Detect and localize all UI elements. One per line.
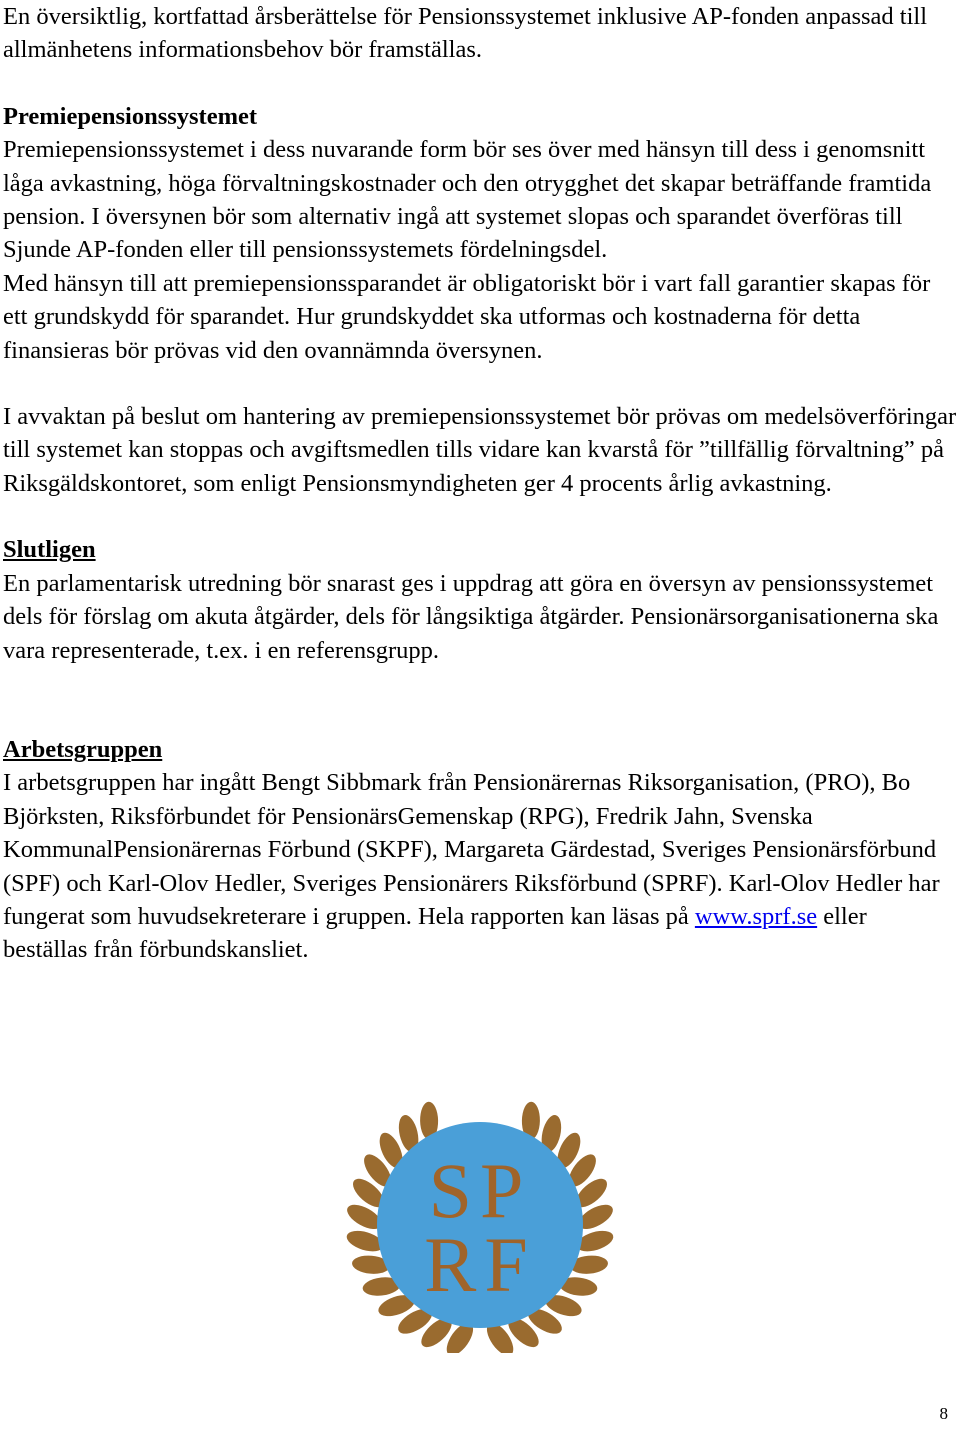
page-number: 8 bbox=[939, 1404, 948, 1423]
premie-paragraph-1: Premiepensionssystemet i dess nuvarande form bör ses över med hänsyn till dess i genomsnitt låga avkastning, höga förvaltningskostnader och den otrygghet det skapar beträffande framtida pension. I översynen bör som alternativ ingå att systemet slopas och sparandet överföras till Sjunde AP-fonden eller till pensionssystemets fördelningsdel. bbox=[3, 136, 932, 264]
spacer bbox=[3, 667, 957, 733]
sprf-website-link[interactable]: www.sprf.se bbox=[694, 902, 818, 930]
document-page bbox=[3, 0, 957, 967]
sprf-logo-graphic bbox=[334, 1095, 626, 1353]
slutligen-heading: Slutligen bbox=[3, 536, 96, 564]
spacer bbox=[3, 367, 957, 400]
logo-letters-bottom: RF bbox=[424, 1221, 536, 1308]
premie-paragraph-3: I avvaktan på beslut om hantering av premiepensionssystemet bör prövas om medelsöverföringar till systemet kan stoppas och avgiftsmedlen tills vidare kan kvarstå för ”tillfällig förvaltning” på Riksgäldskontoret, som enligt Pensionsmyndigheten ger 4 procents årlig avkastning. bbox=[3, 403, 957, 497]
spacer bbox=[3, 67, 957, 100]
slutligen-paragraph: En parlamentarisk utredning bör snarast ges i uppdrag att göra en översyn av pensionssystemet dels för förslag om akuta åtgärder, dels för långsiktiga åtgärder. Pensionärsorganisationerna ska vara representerade, t.ex. i en referensgrupp. bbox=[3, 569, 939, 664]
spacer bbox=[3, 500, 957, 533]
arbetsgruppen-heading: Arbetsgruppen bbox=[3, 735, 163, 763]
premie-paragraph-2: Med hänsyn till att premiepensionssparandet är obligatoriskt bör i vart fall garantier skapas för ett grundskydd för sparandet. Hur grundskyddet ska utformas och kostnaderna för detta finansieras bör prövas vid den ovannämnda översynen. bbox=[3, 269, 931, 364]
arbetsgruppen-text-end: eller beställas från förbundskansliet. bbox=[3, 902, 867, 964]
arbetsgruppen-paragraph bbox=[3, 766, 957, 966]
premie-heading: Premiepensionssystemet bbox=[3, 102, 258, 130]
logo-letters-top: SP bbox=[428, 1147, 532, 1234]
sprf-logo bbox=[334, 1095, 626, 1353]
arbetsgruppen-text: I arbetsgruppen har ingått Bengt Sibbmark från Pensionärernas Riksorganisation, (PRO), Bo Björksten, Riksförbundet för PensionärsGemenskap (RPG), Fredrik Jahn, Svenska KommunalPensionärernas Förbund (SKPF), Margareta Gärdestad, Sveriges Pensionärsförbund (SPF) och Karl-Olov Hedler, Sveriges Pensionärers Riksförbund (SPRF). Karl-Olov Hedler har fungerat som huvudsekreterare i gruppen. Hela rapporten kan läsas på bbox=[3, 769, 940, 930]
intro-paragraph: En översiktlig, kortfattad årsberättelse för Pensionssystemet inklusive AP-fonden anpassad till allmänhetens informationsbehov bör framställas. bbox=[3, 3, 928, 64]
